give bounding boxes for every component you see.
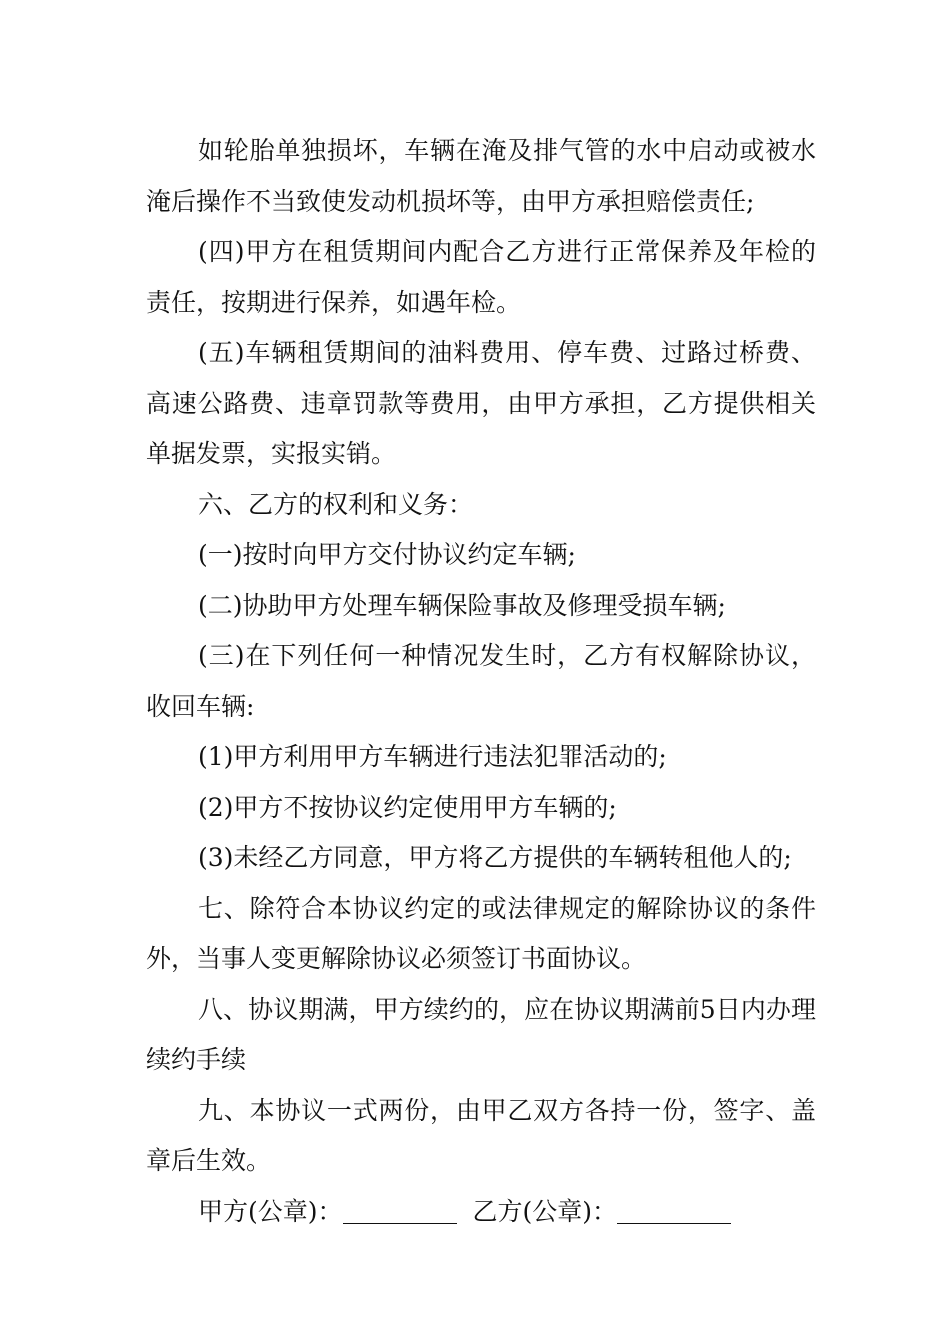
list-item-sublease: (3)未经乙方同意，甲方将乙方提供的车辆转租他人的;: [198, 843, 792, 872]
paragraph-assist-insurance: (二)协助甲方处理车辆保险事故及修理受损车辆;: [198, 590, 726, 620]
section-renewal: 八、协议期满，甲方续约的，应在协议期满前5日内办理续约手续: [146, 994, 816, 1074]
section-heading-party-b-rights: 六、乙方的权利和义务：: [198, 489, 474, 519]
list-item-improper-use: (2)甲方不按协议约定使用甲方车辆的;: [198, 792, 617, 822]
section-modification: 七、除符合本协议约定的或法律规定的解除协议的条件外，当事人变更解除协议必须签订书面协议。: [146, 893, 816, 973]
list-item-illegal-use: (1)甲方利用甲方车辆进行违法犯罪活动的;: [198, 742, 667, 771]
section-copies: 九、本协议一式两份，由甲乙双方各持一份，签字、盖章后生效。: [146, 1095, 816, 1175]
paragraph-fees: (五)车辆租赁期间的油料费用、停车费、过路过桥费、高速公路费、违章罚款等费用，由甲方承担，乙方提供相关单据发票，实报实销。: [146, 338, 816, 468]
party-b-signature-blank: [617, 1195, 731, 1224]
party-a-seal-label: 甲方(公章)：: [198, 1196, 343, 1226]
document-body: [146, 126, 816, 1237]
party-a-signature-blank: [343, 1195, 457, 1224]
paragraph-maintenance: (四)甲方在租赁期间内配合乙方进行正常保养及年检的责任，按期进行保养，如遇年检。: [146, 237, 816, 317]
signature-row: [146, 1187, 816, 1238]
paragraph-termination-rights: (三)在下列任何一种情况发生时，乙方有权解除协议，收回车辆:: [146, 641, 816, 721]
paragraph-tire-damage: 如轮胎单独损坏，车辆在淹及排气管的水中启动或被水淹后操作不当致使发动机损坏等，由甲方承担赔偿责任;: [146, 136, 816, 216]
party-b-seal-label: 乙方(公章)：: [472, 1196, 618, 1226]
paragraph-deliver-vehicle: (一)按时向甲方交付协议约定车辆;: [198, 540, 576, 569]
